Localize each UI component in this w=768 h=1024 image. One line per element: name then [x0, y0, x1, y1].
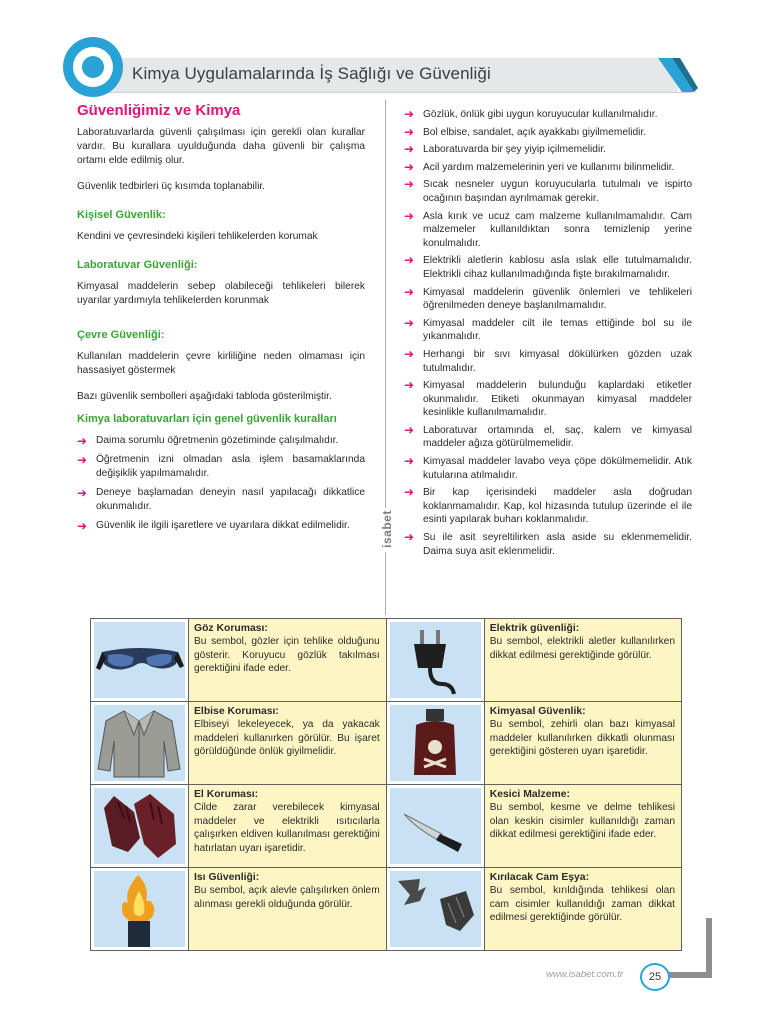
table-row	[91, 785, 682, 868]
arrow-right-icon: ➜	[404, 485, 415, 500]
symbol-title: Elbise Koruması:	[194, 706, 279, 717]
right-column	[404, 108, 692, 562]
rules-list-right	[404, 108, 692, 558]
flame-icon	[94, 871, 185, 947]
table-row	[91, 619, 682, 702]
symbol-title: Kesici Malzeme:	[489, 789, 570, 800]
gloves-icon	[94, 788, 185, 864]
arrow-right-icon: ➜	[404, 422, 415, 437]
arrow-right-icon: ➜	[404, 107, 415, 121]
list-item: ➜ Kimyasal maddelerin bulunduğu kaplardaki etiketler okunmalıdır. Etiketi okunmayan kimyasal maddeler kesinlikle kullanılmamalıdır.	[404, 378, 692, 419]
list-item: ➜ Sıcak nesneler uygun koruyucularla tutulmalı ve ispirto ocağının başından ayrılmamak gerekir.	[404, 177, 692, 204]
symbol-title: Kimyasal Güvenlik:	[489, 706, 586, 717]
symbol-title: Kırılacak Cam Eşya:	[489, 872, 590, 883]
arrow-right-icon: ➜	[77, 434, 88, 448]
arrow-right-icon: ➜	[77, 453, 88, 467]
footer-bracket-horizontal	[665, 972, 712, 978]
list-item: ➜ Daima sorumlu öğretmenin gözetiminde çalışılmalıdır.	[77, 434, 339, 448]
list-item: ➜ Kimyasal maddeler cilt ile temas ettiğinde bol su ile yıkanmalıdır.	[404, 315, 692, 343]
symbol-title: Isı Güvenliği:	[194, 872, 260, 883]
arrow-right-icon: ➜	[404, 142, 415, 157]
footer-bracket-vertical	[706, 918, 712, 978]
electric-plug-icon	[390, 622, 481, 698]
arrow-right-icon: ➜	[404, 159, 415, 174]
list-item: ➜ Gözlük, önlük gibi uygun koruyucular kullanılmalıdır.	[404, 107, 658, 121]
list-item: ➜ Asla kırık ve ucuz cam malzeme kullanılmamalıdır. Cam malzemeler kullanıldıktan sonra temizlenip yerine konulmalıdır.	[404, 208, 692, 249]
symbol-description: Bu sembol, zehirli olan bazı kimyasal maddeler kullanılırken dikkatli olunması gerektiğini gösteren uyarı işaretidir.	[489, 719, 675, 758]
text-environment: Kullanılan maddelerin çevre kirliliğine neden olmaması için hassasiyet göstermek	[77, 351, 365, 376]
list-item: ➜ Öğretmenin izni olmadan asla işlem basamaklarında değişiklik yapılmamalıdır.	[77, 453, 365, 479]
safety-goggles-icon	[94, 622, 185, 698]
left-column	[77, 104, 365, 538]
list-item: ➜ Deneye başlamadan deneyin nasıl yapılacağı dikkatlice okunmalıdır.	[77, 486, 365, 512]
arrow-right-icon: ➜	[404, 315, 415, 330]
list-item: ➜ Bir kap içerisindeki maddeler asla doğrudan koklanmamalıdır. Kap, kol hizasında tutulup üzerinde el ile esinti yapılarak buharı koklanmalıdır.	[404, 485, 692, 526]
list-item: ➜ Kimyasal maddelerin güvenlik önlemleri ve tehlikeleri öğrenilmeden deneye başlanılmamalıdır.	[404, 284, 692, 312]
list-item: ➜ Acil yardım malzemelerinin yeri ve kullanımı bilinmelidir.	[404, 159, 675, 174]
arrow-right-icon: ➜	[404, 454, 415, 469]
arrow-right-icon: ➜	[404, 530, 415, 545]
list-item: ➜ Elektrikli aletlerin kablosu asla ıslak elle tutulmamalıdır. Elektrikli cihaz kullanılmadığında fişte bırakılmamalıdır.	[404, 253, 692, 280]
intro-paragraph: Laboratuvarlarda güvenli çalışılması için gerekli olan kurallar vardır. Bu kurallara uyulduğunda daha güvenli bir çalışma ortamı elde edilmiş olur.	[77, 127, 365, 166]
poison-bottle-icon	[390, 705, 481, 781]
arrow-right-icon: ➜	[404, 346, 415, 361]
lab-coat-icon	[94, 705, 185, 781]
arrow-right-icon: ➜	[404, 284, 415, 299]
symbols-note: Bazı güvenlik sembolleri aşağıdaki tabloda gösterilmiştir.	[77, 391, 332, 402]
symbol-description: Bu sembol, gözler için tehlike olduğunu gösterir. Koruyucu gözlük takılması gerektiğini ifade eder.	[194, 636, 380, 675]
text-personal: Kendini ve çevresindeki kişileri tehlikelerden korumak	[77, 231, 318, 242]
subheading-personal: Kişisel Güvenlik:	[77, 209, 166, 221]
header-underline	[92, 92, 692, 93]
rules-list-left	[77, 434, 365, 533]
arrow-right-icon: ➜	[77, 486, 88, 500]
list-item: ➜ Güvenlik ile ilgili işaretlere ve uyarılara dikkat edilmelidir.	[77, 519, 350, 533]
arrow-right-icon: ➜	[404, 378, 415, 393]
symbol-title: El Koruması:	[194, 789, 259, 800]
page-title: Kimya Uygulamalarında İş Sağlığı ve Güvenliği	[132, 64, 491, 83]
header-corner-slash	[658, 58, 698, 94]
symbol-description: Bu sembol, kırıldığında tehlikesi olan cam cisimler kullanıldığı zaman dikkat edilmesi gerektiğinde görülür.	[489, 885, 675, 924]
symbol-description: Bu sembol, elektrikli aletler kullanılırken dikkat edilmesi gerektiğinde görülür.	[489, 636, 675, 661]
text-lab: Kimyasal maddelerin sebep olabileceği tehlikeleri bilerek uyarılar yardımıyla tehlikelerden korunmak	[77, 281, 365, 306]
symbol-description: Bu sembol, kesme ve delme tehlikesi olan keskin cisimler kullanıldığı zaman dikkat edilmesi gerektiğini ifade eder.	[489, 802, 675, 841]
arrow-right-icon: ➜	[404, 177, 415, 192]
page-number: 25	[640, 963, 670, 991]
side-brand: isabet	[378, 508, 394, 552]
subheading-lab: Laboratuvar Güvenliği:	[77, 259, 198, 271]
rules-heading: Kimya laboratuvarları için genel güvenlik kuralları	[77, 413, 337, 425]
intro-paragraph-2: Güvenlik tedbirleri üç kısımda toplanabilir.	[77, 181, 265, 192]
knife-icon	[390, 788, 481, 864]
arrow-right-icon: ➜	[77, 519, 88, 533]
table-row	[91, 868, 682, 951]
symbol-description: Cilde zarar verebilecek kimyasal maddeler ve elektrikli ısıtıcılarla çalışırken eldiven kullanılması gerektiğini hatırlatan uyarı işaretidir.	[194, 802, 380, 854]
symbol-description: Bu sembol, açık alevle çalışılırken önlem alınması gerekli olduğunda görülür.	[194, 885, 380, 910]
arrow-right-icon: ➜	[404, 253, 415, 268]
safety-symbols-table	[90, 618, 682, 951]
arrow-right-icon: ➜	[404, 208, 415, 223]
section-heading: Güvenliğimiz ve Kimya	[77, 102, 241, 119]
symbol-title: Elektrik güvenliği:	[489, 623, 580, 634]
list-item: ➜ Laboratuvarda bir şey yiyip içilmemelidir.	[404, 142, 606, 157]
header-logo-circle	[63, 37, 123, 97]
subheading-environment: Çevre Güvenliği:	[77, 329, 165, 341]
list-item: ➜ Su ile asit seyreltilirken asla aside su eklenmemelidir. Daima suya asit eklenmelidir.	[404, 530, 692, 557]
table-row	[91, 702, 682, 785]
footer-url: www.isabet.com.tr	[546, 969, 624, 980]
broken-glass-icon	[390, 871, 481, 947]
list-item: ➜ Laboratuvar ortamında el, saç, kalem ve kimyasal maddeler ağıza götürülmemelidir.	[404, 422, 692, 450]
symbol-description: Elbiseyi lekeleyecek, ya da yakacak maddeleri kullanırken görülür. Bu işaret görüldüğünde önlük giyilmelidir.	[194, 719, 380, 758]
list-item: ➜ Kimyasal maddeler lavabo veya çöpe dökülmemelidir. Atık kutularına atılmalıdır.	[404, 454, 692, 481]
list-item: ➜ Bol elbise, sandalet, açık ayakkabı giyilmemelidir.	[404, 124, 647, 139]
arrow-right-icon: ➜	[404, 124, 415, 139]
symbol-title: Göz Koruması:	[194, 623, 268, 634]
list-item: ➜ Herhangi bir sıvı kimyasal dökülürken gözden uzak tutulmalıdır.	[404, 346, 692, 374]
